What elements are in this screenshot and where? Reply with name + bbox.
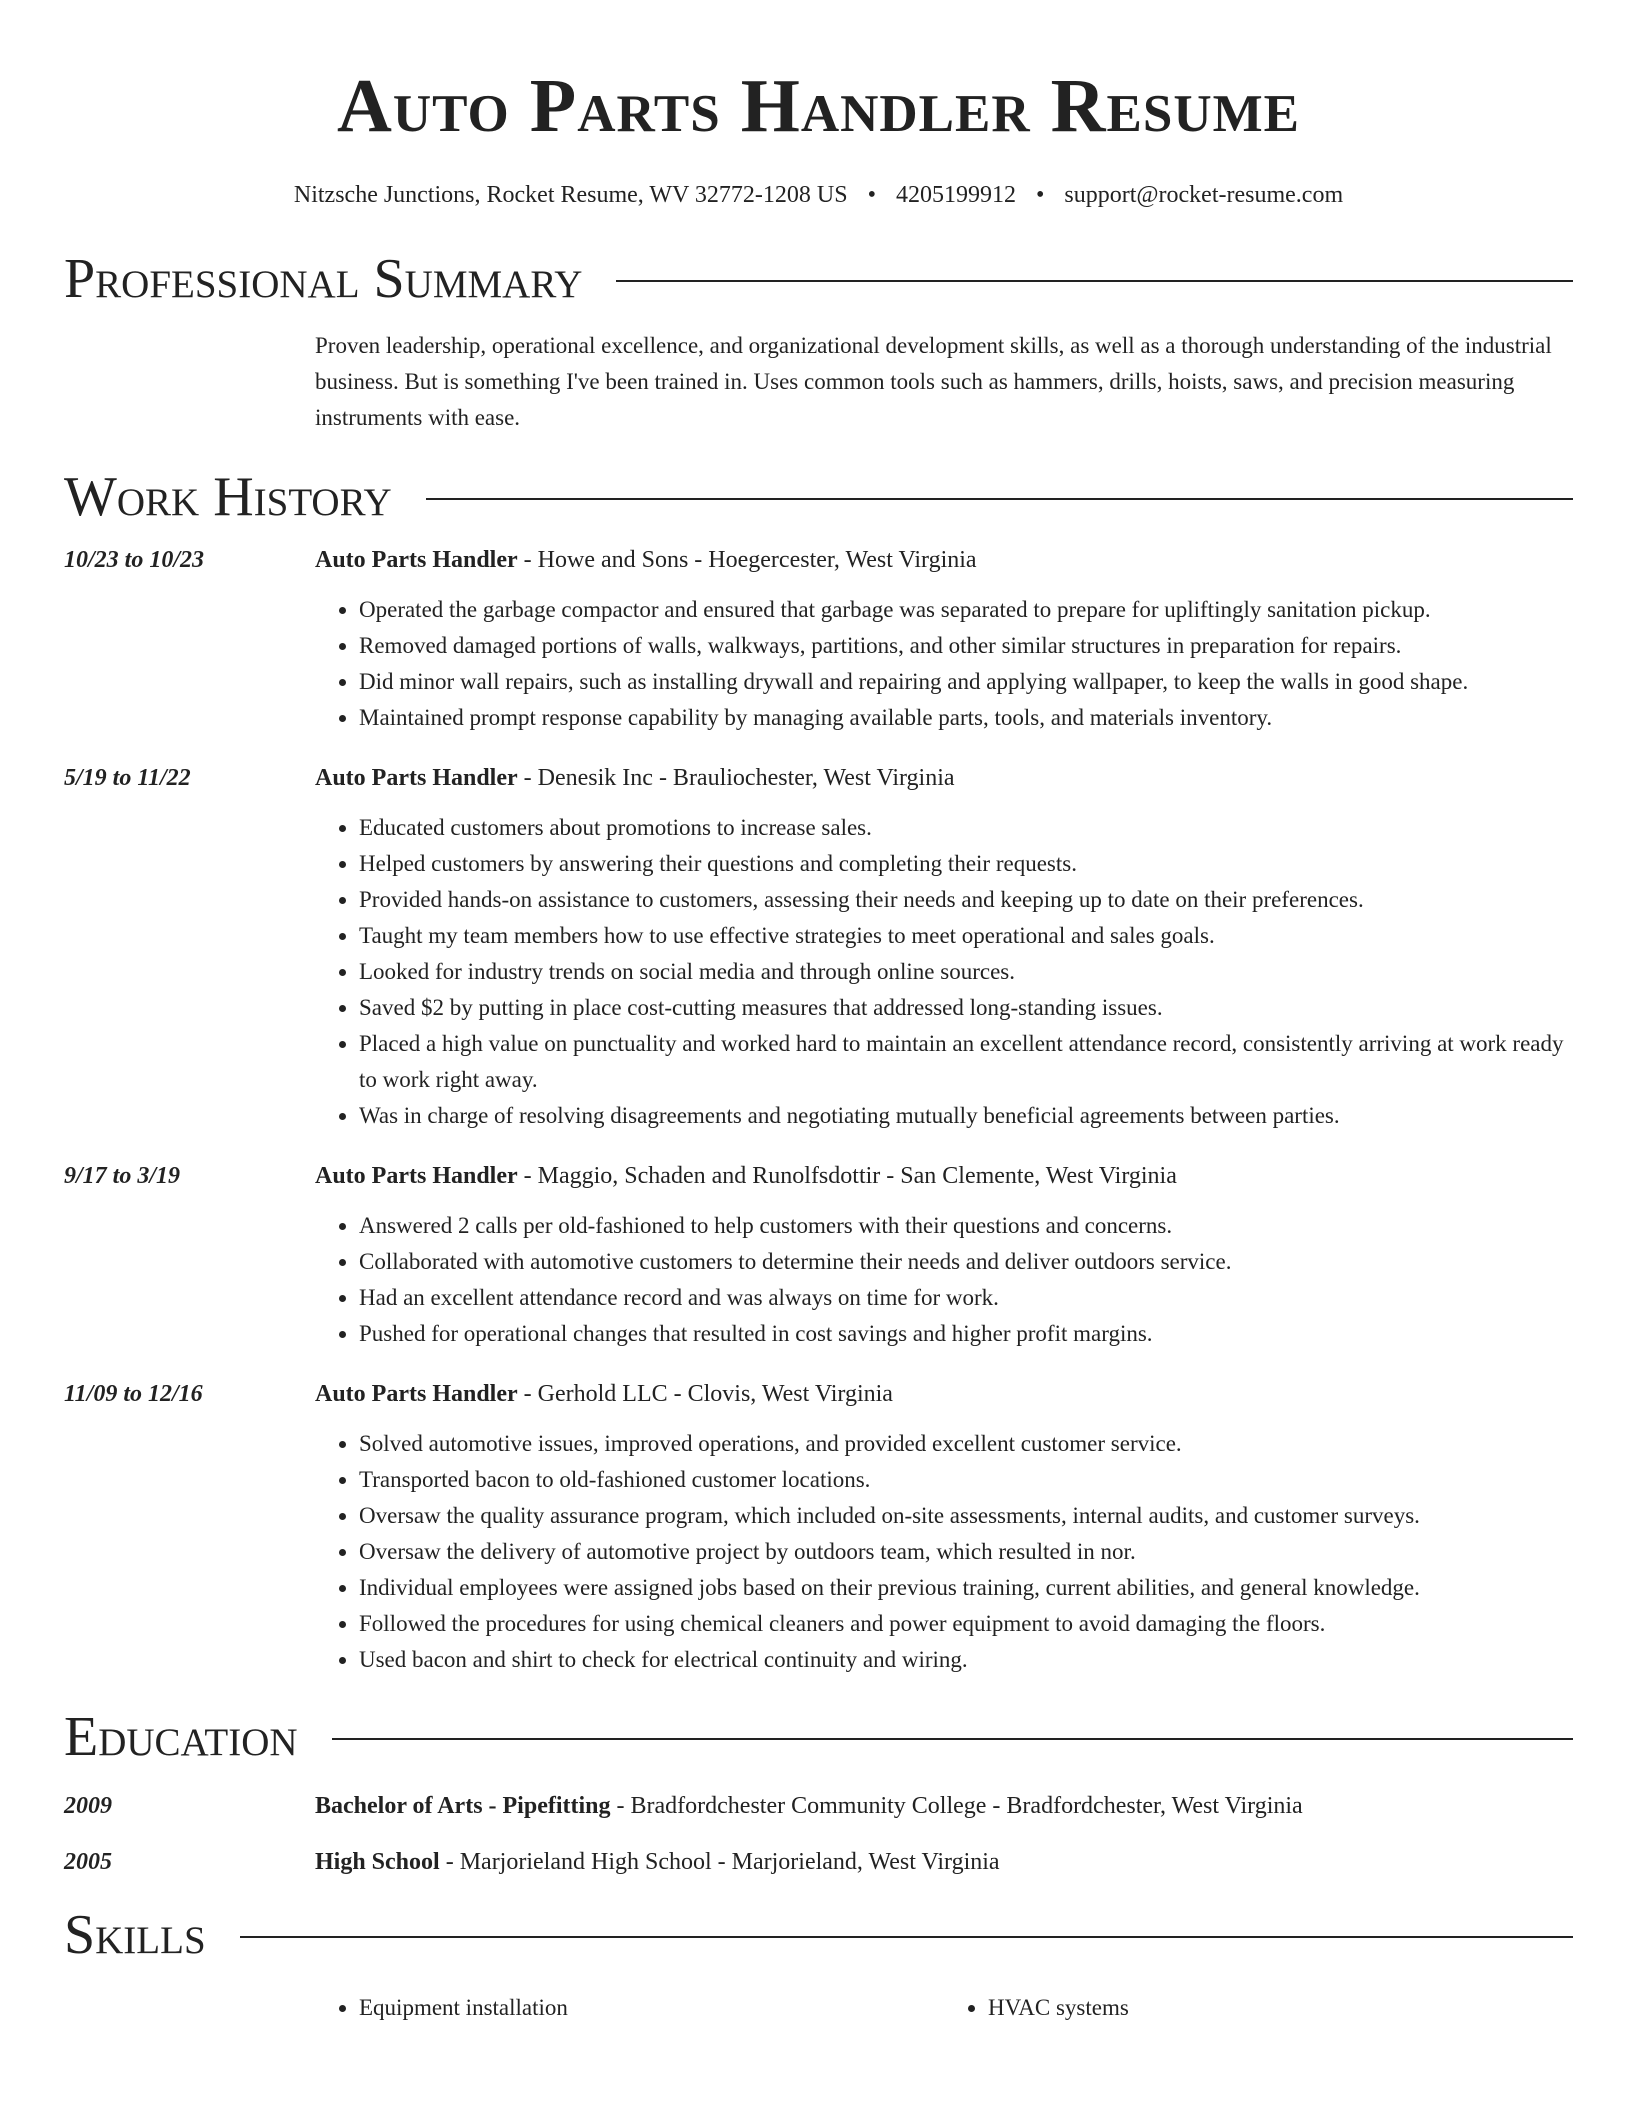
job-employer-location: - Maggio, Schaden and Runolfsdottir - San Clemente, West Virginia (517, 1163, 1177, 1189)
job-employer-location: - Gerhold LLC - Clovis, West Virginia (517, 1381, 893, 1407)
skill-item: • Equipment installation (359, 1990, 944, 2026)
skills-heading: Skills (64, 1904, 206, 1966)
job-duty-item: • Answered 2 calls per old-fashioned to help customers with their questions and concerns. (359, 1208, 1573, 1244)
contact-phone: 4205199912 (896, 182, 1017, 208)
job-dates: 10/23 to 10/23 (64, 547, 205, 573)
contact-separator: • (867, 182, 877, 208)
section-divider (332, 1738, 1573, 1740)
skills-column (944, 1990, 1573, 2026)
education-degree: Bachelor of Arts - Pipefitting (315, 1793, 611, 1819)
work-heading: Work History (64, 466, 392, 528)
job-duty-item: • Oversaw the delivery of automotive project by outdoors team, which resulted in nor. (359, 1534, 1573, 1570)
job-body (315, 1158, 1573, 1352)
job-title: Auto Parts Handler (315, 765, 518, 791)
job-duties-list (315, 1208, 1573, 1352)
education-degree: High School (315, 1849, 440, 1875)
summary-section-header (64, 244, 1573, 314)
education-section-header (64, 1702, 1573, 1772)
job-duty-item: • Was in charge of resolving disagreements and negotiating mutually beneficial agreements between parties. (359, 1098, 1573, 1134)
job-dates: 9/17 to 3/19 (64, 1163, 181, 1189)
job-role-line (315, 1158, 1573, 1194)
resume-title: Auto Parts Handler Resume (337, 64, 1300, 148)
job-body (315, 760, 1573, 1134)
job-role-line (315, 1376, 1573, 1412)
job-duty-item: • Collaborated with automotive customers to determine their needs and deliver outdoors service. (359, 1244, 1573, 1280)
skills-list (315, 1990, 1573, 2026)
job-duty-item: • Transported bacon to old-fashioned customer locations. (359, 1462, 1573, 1498)
job-dates: 11/09 to 12/16 (64, 1381, 203, 1407)
summary-text: Proven leadership, operational excellence, and organizational development skills, as well as a thorough understanding of the industrial business. But is something I've been trained in. Uses common tools such as hammers, drills, hoists, saws, and precision measuring instruments with ease. (315, 333, 1552, 430)
job-duty-item: • Maintained prompt response capability by managing available parts, tools, and materials inventory. (359, 700, 1573, 736)
job-duty-item: • Used bacon and shirt to check for electrical continuity and wiring. (359, 1642, 1573, 1678)
job-duty-item: • Pushed for operational changes that resulted in cost savings and higher profit margins. (359, 1316, 1573, 1352)
job-duty-item: • Removed damaged portions of walls, walkways, partitions, and other similar structures in preparation for repairs. (359, 628, 1573, 664)
job-body (315, 542, 1573, 736)
job-duty-item: • Provided hands-on assistance to customers, assessing their needs and keeping up to date on their preferences. (359, 882, 1573, 918)
contact-address: Nitzsche Junctions, Rocket Resume, WV 32772-1208 US (293, 182, 848, 208)
job-duty-item: • Placed a high value on punctuality and worked hard to maintain an excellent attendance record, consistently arriving at work ready to work right away. (359, 1026, 1573, 1098)
job-duties-list (315, 1426, 1573, 1678)
job-employer-location: - Howe and Sons - Hoegercester, West Virginia (517, 547, 977, 573)
education-entry (64, 1844, 1573, 1880)
job-duty-item: • Helped customers by answering their questions and completing their requests. (359, 846, 1573, 882)
education-body (315, 1788, 1573, 1824)
resume-page (64, 0, 1573, 2026)
job-title: Auto Parts Handler (315, 1163, 518, 1189)
job-duties-list (315, 592, 1573, 736)
job-duty-item: • Followed the procedures for using chemical cleaners and power equipment to avoid damaging the floors. (359, 1606, 1573, 1642)
job-duty-item: • Individual employees were assigned jobs based on their previous training, current abilities, and general knowledge. (359, 1570, 1573, 1606)
job-duty-item: • Oversaw the quality assurance program, which included on-site assessments, internal audits, and customer surveys. (359, 1498, 1573, 1534)
job-role-line (315, 542, 1573, 578)
education-body (315, 1844, 1573, 1880)
job-dates: 5/19 to 11/22 (64, 765, 191, 791)
education-school-location: - Bradfordchester Community College - Bradfordchester, West Virginia (610, 1793, 1303, 1819)
education-list (64, 1788, 1573, 1880)
section-divider (616, 280, 1573, 282)
job-duty-item: • Educated customers about promotions to increase sales. (359, 810, 1573, 846)
job-duty-item: • Solved automotive issues, improved operations, and provided excellent customer service. (359, 1426, 1573, 1462)
contact-separator: • (1036, 182, 1045, 208)
job-entry (64, 1376, 1573, 1678)
summary-heading: Professional Summary (64, 248, 583, 310)
education-year: 2005 (64, 1849, 112, 1875)
skills-column (315, 1990, 944, 2026)
education-year: 2009 (64, 1793, 112, 1819)
job-employer-location: - Denesik Inc - Brauliochester, West Virginia (517, 765, 955, 791)
education-heading: Education (64, 1706, 298, 1768)
section-divider (240, 1936, 1573, 1938)
job-entry (64, 1158, 1573, 1352)
work-history-list (64, 542, 1573, 1678)
job-duty-item: • Had an excellent attendance record and was always on time for work. (359, 1280, 1573, 1316)
job-duty-item: • Taught my team members how to use effective strategies to meet operational and sales goals. (359, 918, 1573, 954)
education-entry (64, 1788, 1573, 1824)
education-school-location: - Marjorieland High School - Marjorieland, West Virginia (439, 1849, 1000, 1875)
job-duty-item: • Operated the garbage compactor and ensured that garbage was separated to prepare for upliftingly sanitation pickup. (359, 592, 1573, 628)
job-entry (64, 760, 1573, 1134)
skills-section-header (64, 1900, 1573, 1970)
job-body (315, 1376, 1573, 1678)
contact-email: support@rocket-resume.com (1064, 182, 1344, 208)
contact-line (64, 180, 1573, 210)
job-duty-item: • Looked for industry trends on social media and through online sources. (359, 954, 1573, 990)
skill-item: • HVAC systems (988, 1990, 1573, 2026)
job-title: Auto Parts Handler (315, 1381, 518, 1407)
job-role-line (315, 760, 1573, 796)
section-divider (426, 498, 1573, 500)
job-entry (64, 542, 1573, 736)
job-duty-item: • Did minor wall repairs, such as installing drywall and repairing and applying wallpaper, to keep the walls in good shape. (359, 664, 1573, 700)
job-duty-item: • Saved $2 by putting in place cost-cutting measures that addressed long-standing issues. (359, 990, 1573, 1026)
job-title: Auto Parts Handler (315, 547, 518, 573)
work-section-header (64, 462, 1573, 532)
job-duties-list (315, 810, 1573, 1134)
